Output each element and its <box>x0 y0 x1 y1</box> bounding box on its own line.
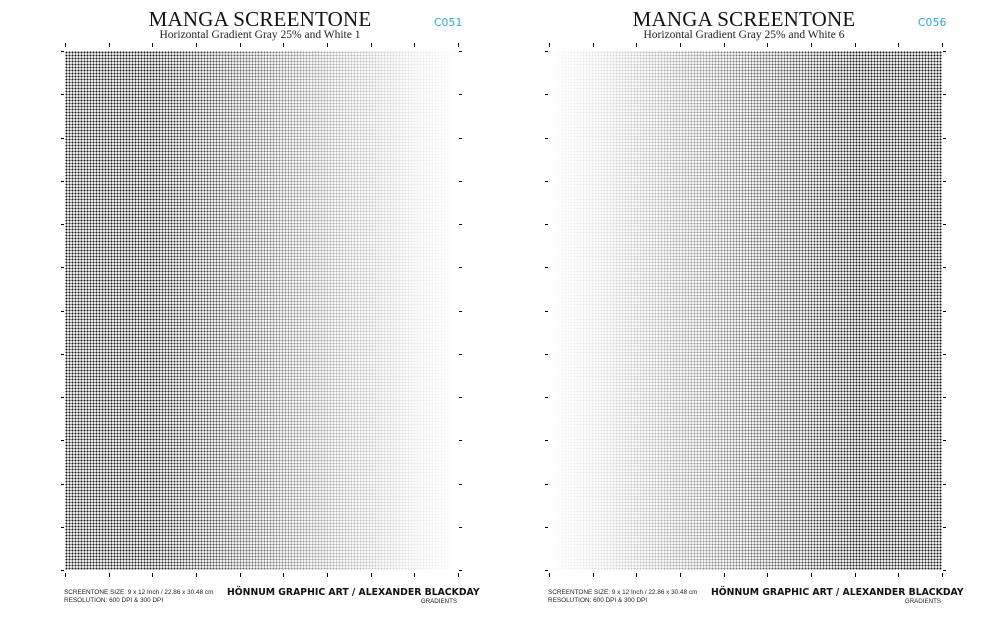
sheet-title: MANGA SCREENTONE <box>148 7 372 31</box>
spec-block <box>64 589 213 604</box>
spec-size: SCREENTONE SIZE: 9 x 12 Inch / 22.86 x 30.48 cm <box>548 589 698 596</box>
spec-size: SCREENTONE SIZE: 9 x 12 Inch / 22.86 x 30.48 cm <box>64 589 214 596</box>
screentone-sheet-c056 <box>528 0 964 622</box>
screentone-gradient-area <box>65 51 458 570</box>
brand-credit: HÖNNUM GRAPHIC ART / ALEXANDER BLACKDAY <box>711 587 964 598</box>
spec-resolution: RESOLUTION: 600 DPI & 300 DPI <box>548 596 648 604</box>
sheet-code: C051 <box>434 17 463 29</box>
screentone-gradient-area <box>549 51 942 570</box>
sheet-title: MANGA SCREENTONE <box>632 7 856 31</box>
category-label: GRADIENTS <box>904 598 941 605</box>
sheet-code: C056 <box>918 17 947 29</box>
spec-resolution: RESOLUTION: 600 DPI & 300 DPI <box>64 596 164 604</box>
brand-credit: HÖNNUM GRAPHIC ART / ALEXANDER BLACKDAY <box>227 587 480 598</box>
spec-block <box>548 589 697 604</box>
screentone-sheet-c051 <box>44 0 480 622</box>
sheet-subtitle: Horizontal Gradient Gray 25% and White 6 <box>643 29 845 41</box>
sheet-subtitle: Horizontal Gradient Gray 25% and White 1 <box>159 29 361 41</box>
category-label: GRADIENTS <box>420 598 457 605</box>
